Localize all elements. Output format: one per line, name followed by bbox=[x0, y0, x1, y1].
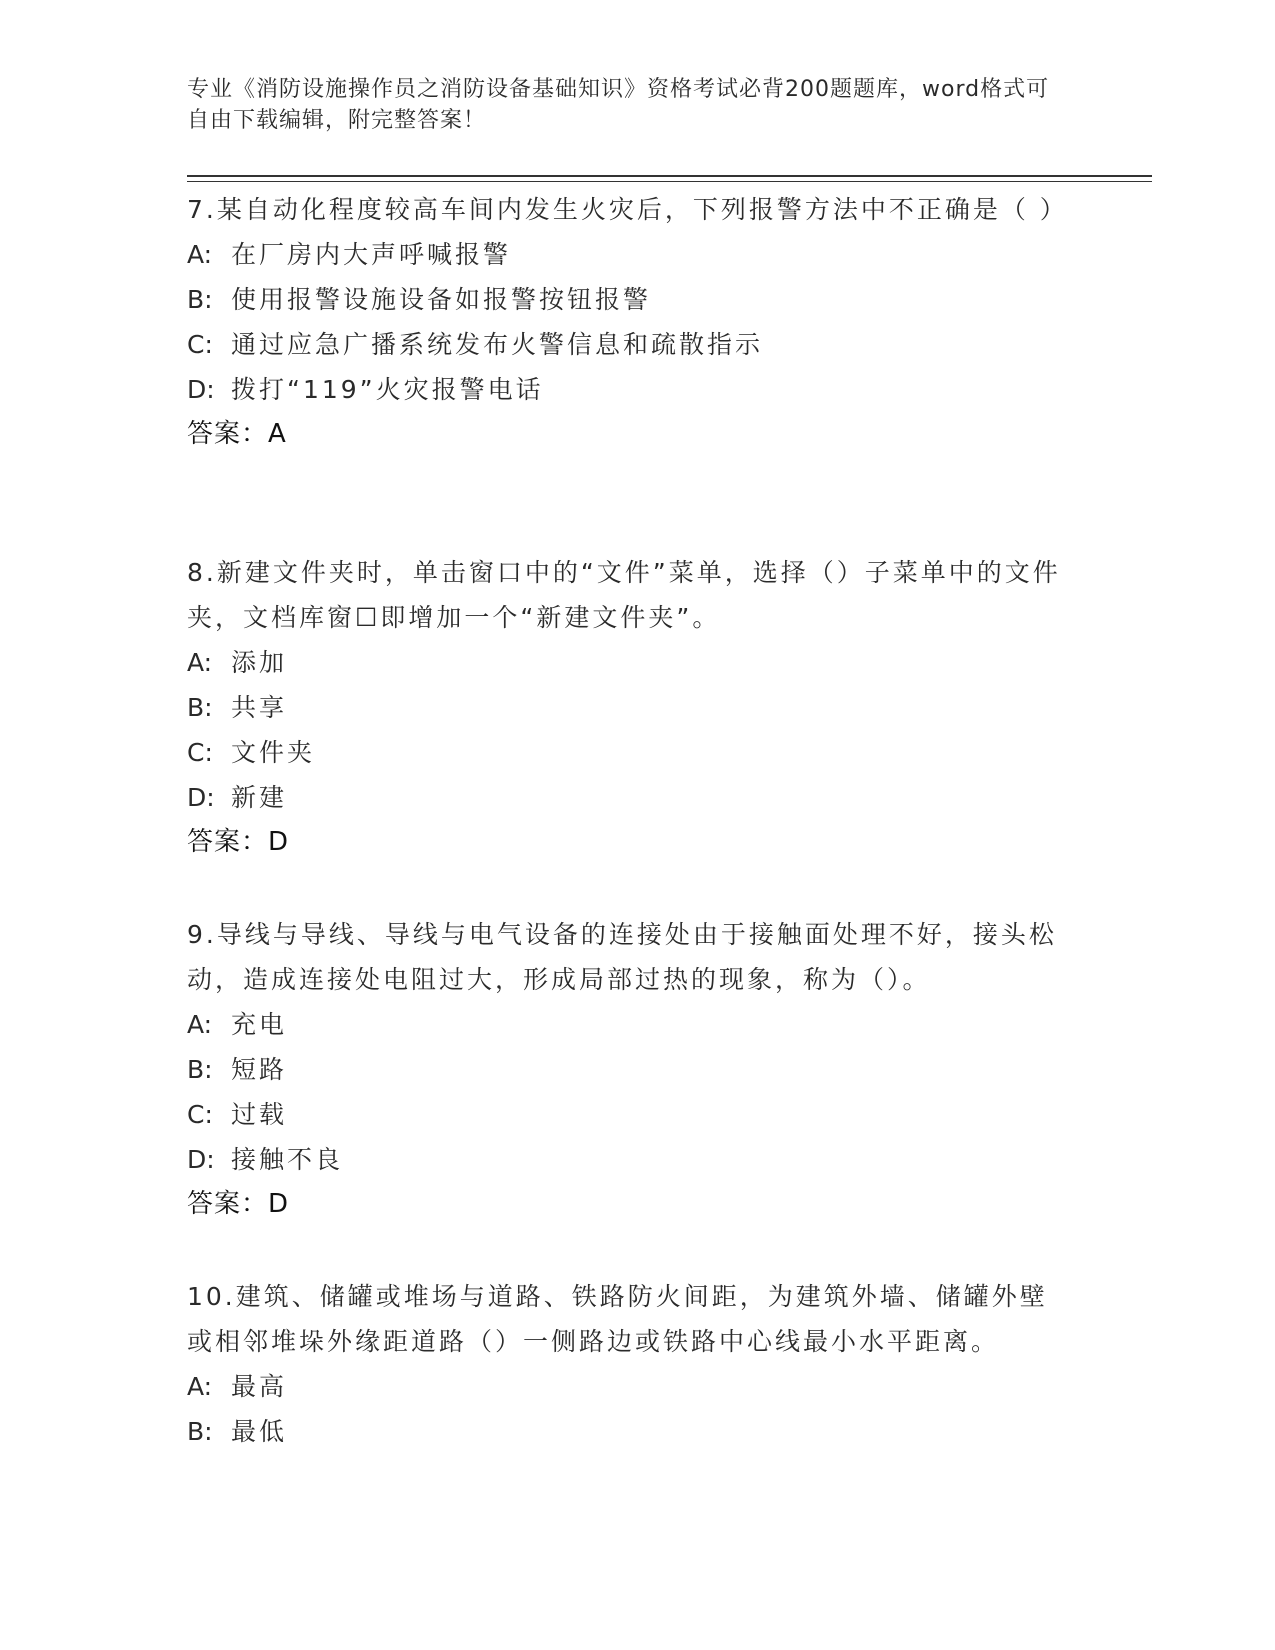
answer-line: 答案：D bbox=[187, 827, 290, 857]
option-b bbox=[187, 685, 1067, 730]
question-10 bbox=[187, 1274, 1067, 1454]
option-d bbox=[187, 1137, 1067, 1182]
option-c bbox=[187, 322, 1067, 367]
option-key: A: bbox=[187, 1010, 213, 1039]
question-stem: 10.建筑、储罐或堆场与道路、铁路防火间距，为建筑外墙、储罐外壁或相邻堆垛外缘距道路（）一侧路边或铁路中心线最小水平距离。 bbox=[187, 1282, 1048, 1356]
option-text: 过载 bbox=[231, 1100, 288, 1129]
option-text: 添加 bbox=[231, 648, 288, 677]
question-stem: 9.导线与导线、导线与电气设备的连接处由于接触面处理不好，接头松动，造成连接处电阻过大，形成局部过热的现象，称为（）。 bbox=[187, 920, 1057, 994]
option-text: 新建 bbox=[231, 783, 288, 812]
option-key: B: bbox=[187, 1417, 213, 1446]
option-d bbox=[187, 367, 1067, 412]
option-key: A: bbox=[187, 648, 213, 677]
option-text: 拨打“119”火灾报警电话 bbox=[231, 375, 544, 404]
option-b bbox=[187, 1047, 1067, 1092]
option-text: 文件夹 bbox=[231, 738, 316, 767]
header-rule-thin bbox=[187, 181, 1152, 182]
option-text: 使用报警设施设备如报警按钮报警 bbox=[231, 285, 652, 314]
option-text: 充电 bbox=[231, 1010, 288, 1039]
option-key: D: bbox=[187, 1145, 215, 1174]
option-b bbox=[187, 277, 1067, 322]
option-key: C: bbox=[187, 1100, 213, 1129]
answer-line: 答案：A bbox=[187, 419, 287, 449]
option-text: 接触不良 bbox=[231, 1145, 344, 1174]
header-rule-thick bbox=[187, 175, 1152, 177]
option-key: D: bbox=[187, 375, 215, 404]
option-a bbox=[187, 1364, 1067, 1409]
option-text: 最低 bbox=[231, 1417, 288, 1446]
option-d bbox=[187, 775, 1067, 820]
option-key: A: bbox=[187, 240, 213, 269]
option-key: B: bbox=[187, 285, 213, 314]
option-c bbox=[187, 730, 1067, 775]
option-text: 共享 bbox=[231, 693, 288, 722]
option-key: C: bbox=[187, 738, 213, 767]
answer-line: 答案：D bbox=[187, 1189, 290, 1219]
document-header: 专业《消防设施操作员之消防设备基础知识》资格考试必背200题题库，word格式可自由下载编辑，附完整答案！ bbox=[187, 77, 1050, 133]
question-stem: 7.某自动化程度较高车间内发生火灾后，下列报警方法中不正确是（ ） bbox=[187, 195, 1068, 224]
option-key: D: bbox=[187, 783, 215, 812]
option-c bbox=[187, 1092, 1067, 1137]
option-text: 通过应急广播系统发布火警信息和疏散指示 bbox=[231, 330, 764, 359]
option-a bbox=[187, 232, 1067, 277]
option-key: B: bbox=[187, 693, 213, 722]
option-key: A: bbox=[187, 1372, 213, 1401]
option-key: B: bbox=[187, 1055, 213, 1084]
option-b bbox=[187, 1409, 1067, 1454]
option-text: 在厂房内大声呼喊报警 bbox=[231, 240, 512, 269]
question-8 bbox=[187, 550, 1067, 865]
option-text: 最高 bbox=[231, 1372, 288, 1401]
question-stem: 8.新建文件夹时，单击窗口中的“文件”菜单，选择（）子菜单中的文件夹，文档库窗☐即增加一个“新建文件夹”。 bbox=[187, 558, 1061, 632]
option-text: 短路 bbox=[231, 1055, 288, 1084]
question-9 bbox=[187, 912, 1067, 1227]
question-7 bbox=[187, 187, 1067, 457]
option-key: C: bbox=[187, 330, 213, 359]
option-a bbox=[187, 1002, 1067, 1047]
option-a bbox=[187, 640, 1067, 685]
